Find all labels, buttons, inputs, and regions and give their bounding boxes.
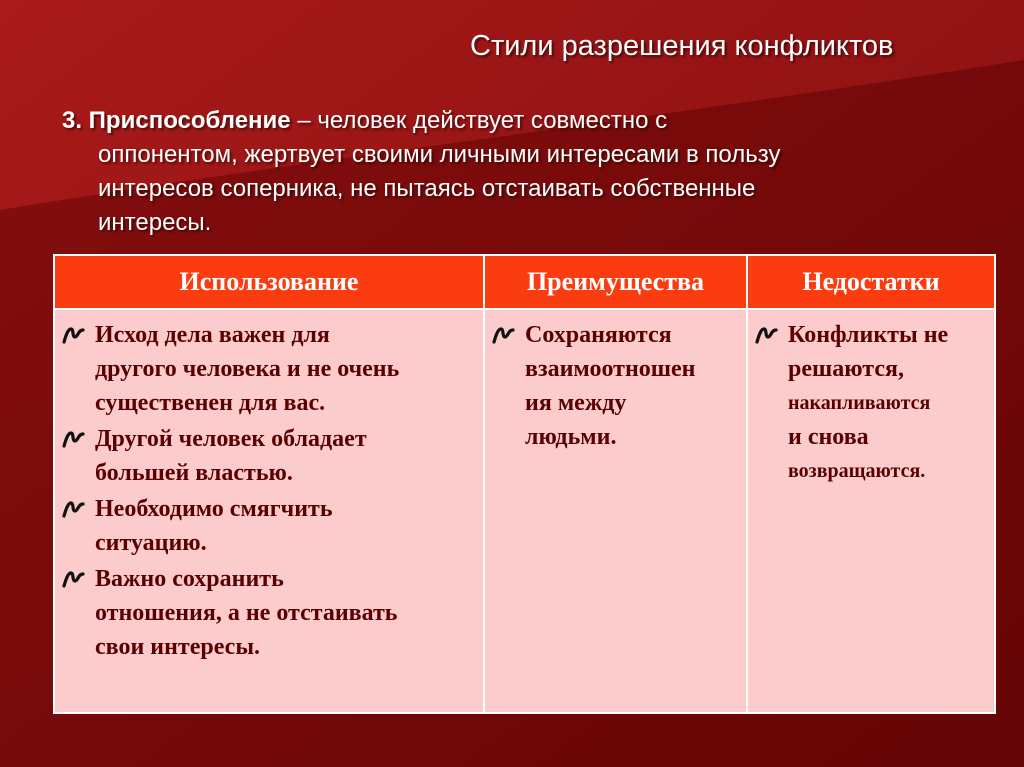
usage-item-line: ситуацию. xyxy=(95,530,207,556)
usage-item xyxy=(61,562,475,664)
advantages-item-line: людьми. xyxy=(525,424,617,450)
intro-term: 3. Приспособление xyxy=(62,107,291,134)
table-header-row xyxy=(54,255,995,309)
header-disadvantages: Недостатки xyxy=(747,255,995,309)
advantages-item-line: ия между xyxy=(525,390,627,416)
usage-item-line: Необходимо смягчить xyxy=(95,496,333,522)
advantages-cell xyxy=(484,309,747,713)
usage-item xyxy=(61,422,475,490)
squiggle-bullet-icon xyxy=(61,318,95,352)
squiggle-bullet-icon xyxy=(754,318,788,352)
intro-line-2: оппонентом, жертвует своими личными интересами в пользу xyxy=(98,141,781,168)
usage-item-line: существенен для вас. xyxy=(95,390,326,416)
usage-item xyxy=(61,318,475,420)
advantages-item-line: Сохраняются xyxy=(525,322,672,348)
usage-item xyxy=(61,492,475,560)
disadvantages-item xyxy=(754,318,986,488)
disadvantages-item-line: Конфликты не xyxy=(788,322,949,348)
slide-title: Стили разрешения конфликтов xyxy=(470,30,894,62)
squiggle-bullet-icon xyxy=(61,562,95,596)
disadvantages-item-line: возвращаются. xyxy=(788,460,926,482)
header-advantages: Преимущества xyxy=(484,255,747,309)
disadvantages-item-line: решаются, xyxy=(788,356,905,382)
usage-item-text xyxy=(95,422,367,490)
disadvantages-item-line: и снова xyxy=(788,424,869,450)
intro-text-1: – человек действует совместно с xyxy=(290,107,668,134)
usage-item-line: Исход дела важен для xyxy=(95,322,330,348)
intro-line-1 xyxy=(62,104,942,138)
advantages-item xyxy=(491,318,738,454)
disadvantages-item-line: накапливаются xyxy=(788,392,931,414)
disadvantages-cell xyxy=(747,309,995,713)
usage-item-line: другого человека и не очень xyxy=(95,356,400,382)
header-usage: Использование xyxy=(54,255,484,309)
usage-cell xyxy=(54,309,484,713)
usage-item-line: отношения, а не отстаивать xyxy=(95,600,398,626)
usage-item-line: свои интересы. xyxy=(95,634,261,660)
squiggle-bullet-icon xyxy=(61,422,95,456)
usage-item-line: большей властью. xyxy=(95,460,293,486)
usage-item-line: Важно сохранить xyxy=(95,566,284,592)
usage-item-line: Другой человек обладает xyxy=(95,426,367,452)
squiggle-bullet-icon xyxy=(491,318,525,352)
advantages-item-line: взаимоотношен xyxy=(525,356,696,382)
usage-item-text xyxy=(95,492,333,560)
intro-line-3: интересов соперника, не пытаясь отстаивать собственные xyxy=(98,175,756,202)
intro-paragraph xyxy=(62,104,942,240)
usage-item-text xyxy=(95,562,397,664)
intro-line-4: интересы. xyxy=(98,209,212,236)
comparison-table xyxy=(53,254,996,714)
squiggle-bullet-icon xyxy=(61,492,95,526)
table-row xyxy=(54,309,995,713)
disadvantages-item-text xyxy=(788,318,948,488)
advantages-item-text xyxy=(525,318,696,454)
usage-item-text xyxy=(95,318,399,420)
